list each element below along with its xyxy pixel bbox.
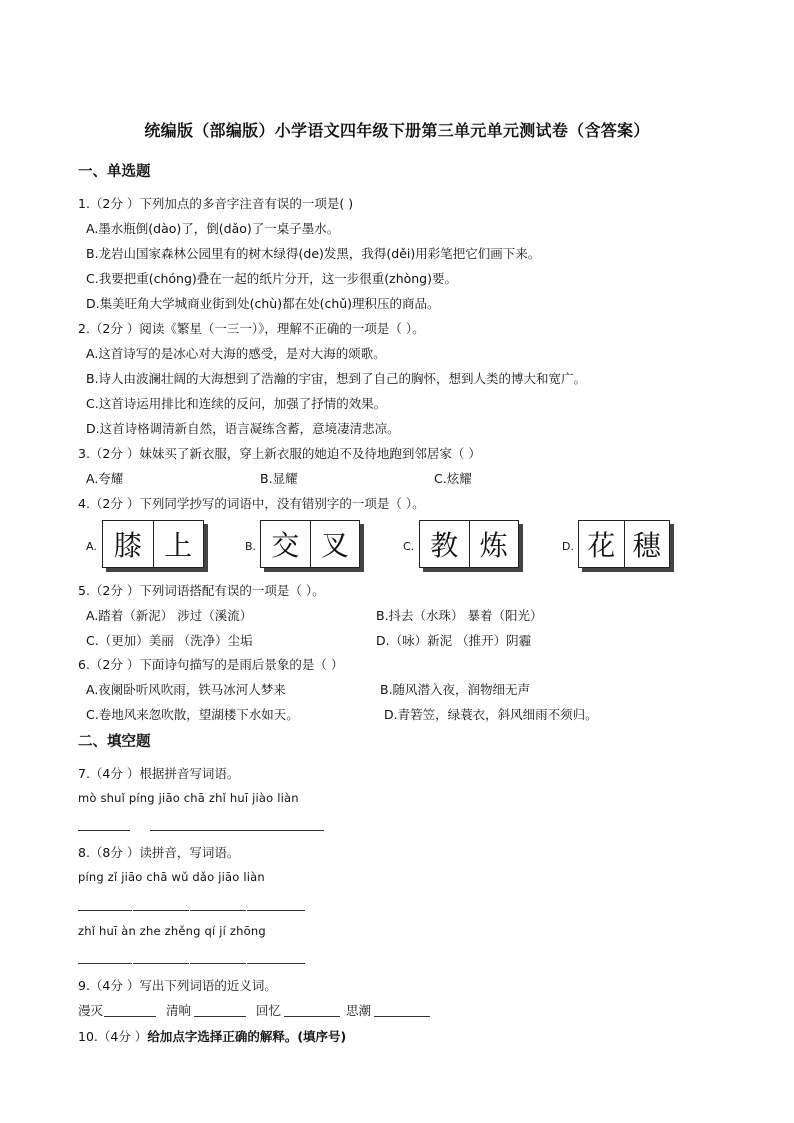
question-9-stem: 9.（4分 ）写出下列词语的近义词。 (78, 978, 277, 993)
question-8-pinyin-row-1: píng zǐ jiāo chā wǔ dǎo jiāo liàn (78, 870, 265, 884)
question-1-option-b: B.龙岩山国家森林公园里有的树木绿得(de)发黑，我得(děi)用彩笔把它们画下来。 (86, 246, 541, 261)
question-5-option-d: D.（咏）新泥 （推开）阴霾 (376, 633, 532, 648)
question-2-option-c: C.这首诗运用排比和连续的反问，加强了抒情的效果。 (86, 396, 387, 411)
question-4-option-c-char-2: 炼 (469, 521, 519, 567)
question-8-answer-line-6[interactable] (133, 963, 189, 964)
question-4-option-c-box (419, 520, 519, 568)
question-9-answer-line-4[interactable] (374, 1016, 430, 1017)
question-4-option-d-label: D. (562, 540, 574, 553)
question-4-option-b-label: B. (245, 540, 257, 553)
page-title: 统编版（部编版）小学语文四年级下册第三单元单元测试卷（含答案） (144, 121, 650, 140)
question-9-answer-line-1[interactable] (104, 1016, 156, 1017)
question-10-stem (78, 1027, 346, 1045)
question-1-option-d: D.集美旺角大学城商业街到处(chù)都在处(chǔ)理积压的商品。 (86, 296, 440, 311)
question-6-stem: 6.（2分 ）下面诗句描写的是雨后景象的是（ ） (78, 657, 344, 672)
question-6-option-a: A.夜阑卧听风吹雨，铁马冰河人梦来 (86, 682, 286, 697)
question-10-number: 10.（4分 ） (78, 1029, 148, 1044)
question-6-option-b: B.随风潜入夜，润物细无声 (380, 682, 531, 697)
question-9-word-2: 清响 (166, 1003, 192, 1018)
question-4-option-b-char-2: 叉 (310, 521, 360, 567)
question-4-option-a-char-1: 膝 (113, 529, 142, 562)
question-7-pinyin: mò shuǐ píng jiāo chā zhǐ huī jiào liàn (78, 791, 299, 805)
section-heading-fill-in: 二、填空题 (78, 734, 151, 750)
question-6-option-c: C.卷地风来忽吹散，望湖楼下水如天。 (86, 707, 299, 722)
question-10-instruction: 给加点字选择正确的解释。(填序号) (147, 1029, 347, 1044)
question-5-stem: 5.（2分 ）下列词语搭配有误的一项是（ ）。 (78, 583, 325, 598)
question-5-option-a: A.踏着（新泥） 涉过（溪流） (86, 608, 253, 623)
section-heading-single-choice: 一、单选题 (78, 164, 151, 180)
question-4-option-d-box (578, 520, 670, 568)
question-9-word-4: 思潮 (346, 1003, 372, 1018)
question-4-option-b-char-1: 交 (271, 529, 300, 562)
question-2-option-b: B.诗人由波澜壮阔的大海想到了浩瀚的宇宙，想到了自己的胸怀，想到人类的博大和宽广。 (86, 371, 587, 386)
question-7-answer-line-4[interactable] (266, 830, 324, 831)
question-3-option-b: B.显耀 (260, 471, 298, 486)
question-4-option-d-char-2: 穗 (624, 521, 670, 567)
question-4-option-b-box (260, 520, 360, 568)
question-4-stem: 4.（2分 ）下列同学抄写的词语中，没有错别字的一项是（ ）。 (78, 496, 425, 511)
question-5-option-c: C.（更加）美丽 （洗净）尘垢 (86, 633, 253, 648)
question-3-option-a: A.夸耀 (86, 471, 124, 486)
question-9-word-3: 回忆 (256, 1003, 282, 1018)
question-8-answer-line-3[interactable] (190, 910, 246, 911)
question-2-stem: 2.（2分 ）阅读《繁星（一三一）》，理解不正确的一项是（ ）。 (78, 321, 425, 336)
question-9-answer-line-3[interactable] (284, 1016, 340, 1017)
question-7-answer-line-2[interactable] (150, 830, 208, 831)
question-3-option-c: C.炫耀 (434, 471, 472, 486)
question-8-stem: 8.（8分 ）读拼音，写词语。 (78, 845, 240, 860)
question-2-option-d: D.这首诗格调清新自然，语言凝练含蓄，意境凄清悲凉。 (86, 421, 400, 436)
question-6-option-d: D.青箬笠，绿蓑衣，斜风细雨不须归。 (384, 707, 598, 722)
question-4-option-d-char-1: 花 (587, 529, 616, 562)
question-1-option-c: C.我要把重(chóng)叠在一起的纸片分开，这一步很重(zhòng)要。 (86, 271, 457, 286)
question-9-answer-line-2[interactable] (194, 1016, 246, 1017)
question-7-answer-line-3[interactable] (208, 830, 266, 831)
question-8-answer-line-7[interactable] (190, 963, 246, 964)
question-4-option-c-label: C. (403, 540, 415, 553)
question-2-option-a: A.这首诗写的是冰心对大海的感受，是对大海的颂歌。 (86, 346, 386, 361)
question-8-answer-line-2[interactable] (133, 910, 189, 911)
question-1-option-a: A.墨水瓶倒(dào)了，倒(dǎo)了一桌子墨水。 (86, 221, 340, 236)
question-3-stem: 3.（2分 ）妹妹买了新衣服，穿上新衣服的她迫不及待地跑到邻居家（ ） (78, 446, 481, 461)
question-8-answer-line-4[interactable] (247, 910, 305, 911)
question-8-answer-line-8[interactable] (247, 963, 305, 964)
question-8-pinyin-row-2: zhǐ huī àn zhe zhěng qí jí zhōng (78, 924, 266, 938)
question-4-option-a-box (102, 520, 204, 568)
question-4-option-a-char-2: 上 (153, 521, 204, 567)
question-7-stem: 7.（4分 ）根据拼音写词语。 (78, 766, 240, 781)
question-5-option-b: B.抖去（水珠） 暴着（阳光） (376, 608, 543, 623)
question-7-answer-line-1[interactable] (78, 830, 130, 831)
question-8-answer-line-5[interactable] (78, 963, 132, 964)
question-9-word-1: 漫灭 (78, 1003, 104, 1018)
question-4-option-a-label: A. (86, 540, 97, 553)
question-4-option-c-char-1: 教 (430, 529, 459, 562)
question-8-answer-line-1[interactable] (78, 910, 132, 911)
question-1-stem: 1.（2分 ）下列加点的多音字注音有误的一项是( ) (78, 196, 354, 211)
